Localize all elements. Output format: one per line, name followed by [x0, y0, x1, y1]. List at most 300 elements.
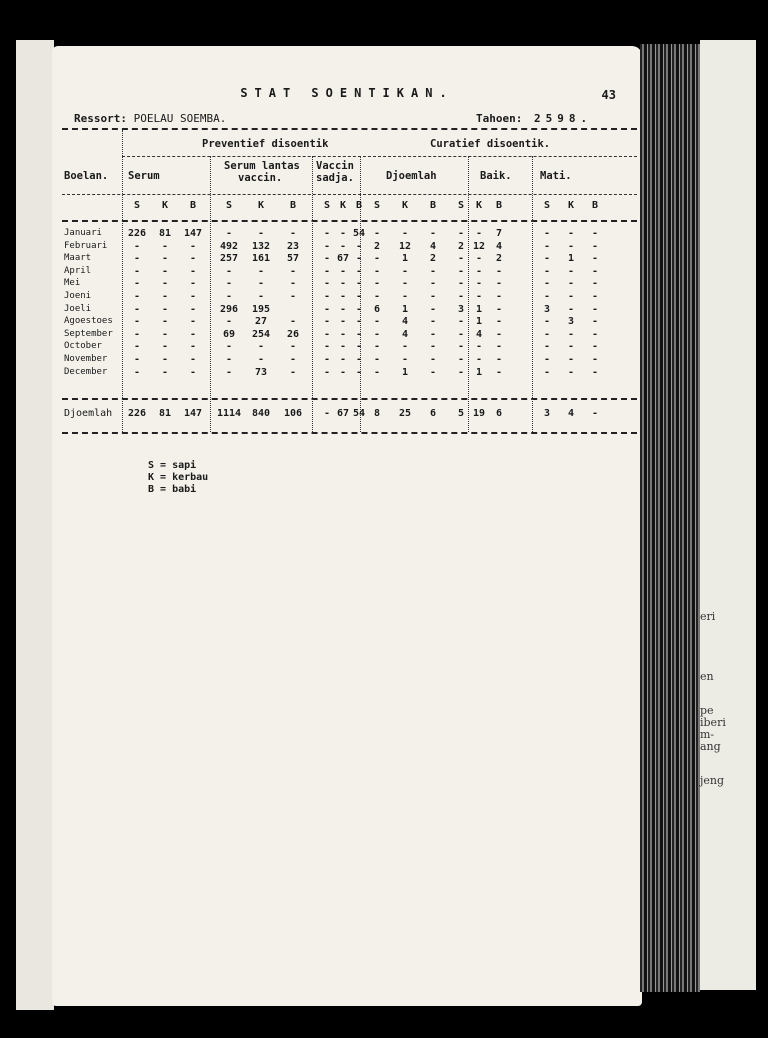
total-cell: -: [591, 408, 599, 419]
table-cell: 54: [352, 228, 366, 239]
table-cell: 492: [219, 240, 239, 252]
table-cell: -: [339, 366, 347, 378]
subheader-cell: K: [567, 200, 575, 211]
column-divider: [210, 156, 211, 432]
table-cell: 3: [457, 303, 465, 315]
table-cell: 6: [373, 303, 381, 315]
table-cell: -: [225, 228, 233, 239]
table-cell: 3: [567, 316, 575, 328]
table-cell: -: [189, 328, 197, 340]
table-cell: -: [189, 303, 197, 315]
legend-babi: B = babi: [148, 484, 197, 495]
table-cell: -: [133, 278, 141, 290]
table-cell: -: [355, 328, 363, 340]
table-cell: -: [189, 253, 197, 265]
table-cell: -: [355, 303, 363, 315]
adjacent-text-fragment: m-: [700, 728, 715, 741]
djoemlah-header: Djoemlah: [386, 170, 437, 182]
table-cell: -: [189, 291, 197, 302]
total-cell: -: [323, 408, 331, 419]
table-cell: -: [543, 291, 551, 302]
table-cell: -: [567, 328, 575, 340]
table-cell: -: [591, 278, 599, 290]
total-cell: 5: [457, 408, 465, 419]
table-cell: -: [543, 354, 551, 365]
table-cell: 2: [429, 253, 437, 265]
table-cell: -: [133, 354, 141, 365]
total-top-rule: [62, 398, 637, 400]
subheader-cell: S: [323, 200, 331, 211]
table-cell: -: [323, 291, 331, 302]
column-divider: [312, 156, 313, 432]
month-label: Februari: [64, 240, 108, 251]
table-cell: -: [289, 228, 297, 239]
table-cell: 1: [567, 253, 575, 265]
table-cell: 226: [127, 228, 147, 239]
table-cell: -: [373, 253, 381, 265]
table-cell: -: [457, 316, 465, 328]
adjacent-text-fragment: eri: [700, 610, 716, 623]
table-cell: -: [339, 240, 347, 252]
table-cell: 1: [475, 316, 483, 328]
table-cell: -: [457, 328, 465, 340]
table-cell: -: [591, 240, 599, 252]
month-label: Maart: [64, 253, 92, 264]
table-cell: -: [543, 240, 551, 252]
table-cell: -: [339, 316, 347, 328]
table-cell: -: [401, 354, 409, 365]
document-page: [52, 46, 642, 1006]
table-cell: 161: [251, 253, 271, 265]
table-cell: -: [339, 228, 347, 239]
table-cell: -: [543, 278, 551, 290]
table-cell: 3: [543, 303, 551, 315]
table-cell: -: [225, 341, 233, 353]
month-label: Agoestoes: [64, 316, 113, 327]
table-cell: -: [543, 253, 551, 265]
table-cell: 81: [158, 228, 172, 239]
table-cell: -: [289, 354, 297, 365]
table-cell: -: [257, 291, 265, 302]
table-cell: 2: [495, 253, 503, 265]
table-cell: -: [475, 291, 483, 302]
table-cell: -: [543, 316, 551, 328]
table-cell: 12: [472, 240, 486, 252]
table-cell: -: [475, 265, 483, 277]
total-cell: 6: [495, 408, 503, 419]
table-cell: -: [475, 341, 483, 353]
table-cell: -: [257, 265, 265, 277]
page-number: 43: [601, 88, 616, 102]
table-cell: -: [495, 303, 503, 315]
month-label: October: [64, 341, 102, 352]
table-cell: -: [457, 228, 465, 239]
table-cell: -: [373, 316, 381, 328]
table-cell: -: [339, 291, 347, 302]
vaccin-header-line1: Vaccin: [316, 160, 354, 172]
table-cell: -: [225, 278, 233, 290]
table-cell: -: [161, 240, 169, 252]
table-cell: -: [429, 316, 437, 328]
table-cell: 27: [254, 316, 268, 328]
serum-header: Serum: [128, 170, 160, 182]
total-cell: 54: [352, 408, 366, 419]
table-cell: -: [355, 240, 363, 252]
table-cell: 4: [495, 240, 503, 252]
total-cell: 81: [158, 408, 172, 419]
table-cell: -: [567, 303, 575, 315]
table-cell: -: [567, 240, 575, 252]
table-cell: 1: [401, 253, 409, 265]
month-label: Mei: [64, 278, 81, 289]
table-cell: -: [323, 278, 331, 290]
table-cell: -: [225, 265, 233, 277]
table-cell: -: [475, 354, 483, 365]
curatief-header: Curatief disoentik.: [430, 138, 551, 150]
table-cell: -: [401, 228, 409, 239]
table-cell: -: [495, 291, 503, 302]
table-cell: -: [591, 328, 599, 340]
table-cell: 73: [254, 366, 268, 378]
table-cell: 4: [401, 328, 409, 340]
table-cell: -: [323, 341, 331, 353]
table-cell: -: [189, 354, 197, 365]
table-cell: -: [161, 328, 169, 340]
table-cell: -: [289, 278, 297, 290]
table-cell: -: [373, 366, 381, 378]
table-cell: -: [475, 278, 483, 290]
table-cell: -: [161, 341, 169, 353]
total-label: Djoemlah: [64, 408, 113, 419]
table-cell: -: [289, 265, 297, 277]
table-cell: -: [567, 265, 575, 277]
table-cell: -: [457, 366, 465, 378]
subheader-cell: B: [591, 200, 599, 211]
tahoen-label: Tahoen:: [476, 112, 523, 125]
table-cell: -: [289, 366, 297, 378]
table-cell: -: [495, 366, 503, 378]
table-cell: -: [355, 316, 363, 328]
table-cell: -: [339, 328, 347, 340]
subheader-cell: S: [225, 200, 233, 211]
table-cell: -: [429, 328, 437, 340]
adjacent-text-fragment: en: [700, 670, 714, 683]
ressort-label: Ressort:: [74, 112, 127, 125]
table-cell: -: [429, 291, 437, 302]
table-cell: -: [133, 240, 141, 252]
adjacent-text-fragment: pe: [700, 704, 714, 717]
ressort-line: [74, 112, 226, 125]
table-cell: -: [373, 341, 381, 353]
subheader-cell: S: [543, 200, 551, 211]
subheader-cell: B: [355, 200, 363, 211]
serum-lantas-header-line2: vaccin.: [238, 172, 283, 184]
month-label: Joeli: [64, 303, 92, 314]
table-cell: -: [475, 253, 483, 265]
table-cell: -: [323, 240, 331, 252]
table-cell: -: [567, 366, 575, 378]
table-cell: 23: [286, 240, 300, 252]
total-cell: 67: [336, 408, 350, 419]
table-cell: 1: [401, 303, 409, 315]
vaccin-header-line2: sadja.: [316, 172, 354, 184]
table-cell: -: [591, 291, 599, 302]
table-cell: -: [457, 354, 465, 365]
table-cell: 12: [398, 240, 412, 252]
total-cell: 6: [429, 408, 437, 419]
table-cell: -: [373, 265, 381, 277]
table-cell: -: [495, 265, 503, 277]
table-cell: -: [189, 240, 197, 252]
subheader-cell: S: [373, 200, 381, 211]
boelan-header: Boelan.: [64, 170, 109, 182]
month-label: Joeni: [64, 291, 92, 301]
table-cell: -: [401, 278, 409, 290]
table-cell: -: [373, 291, 381, 302]
total-cell: 147: [183, 408, 203, 419]
baik-header: Baik.: [480, 170, 512, 182]
subheader-cell: K: [475, 200, 483, 211]
total-cell: 1114: [216, 408, 242, 419]
mati-header: Mati.: [540, 170, 572, 182]
table-cell: -: [567, 354, 575, 365]
table-cell: -: [373, 328, 381, 340]
table-cell: -: [133, 328, 141, 340]
group-header-rule: [122, 156, 637, 157]
table-cell: -: [355, 366, 363, 378]
table-cell: 1: [475, 366, 483, 378]
table-cell: -: [429, 354, 437, 365]
table-top-rule: [62, 128, 637, 130]
table-cell: -: [339, 265, 347, 277]
table-cell: -: [323, 303, 331, 315]
table-cell: -: [257, 354, 265, 365]
table-cell: -: [591, 303, 599, 315]
table-cell: -: [355, 341, 363, 353]
table-cell: -: [457, 253, 465, 265]
table-cell: -: [133, 253, 141, 265]
table-cell: -: [373, 228, 381, 239]
table-cell: -: [355, 354, 363, 365]
table-cell: -: [543, 228, 551, 239]
total-cell: 840: [251, 408, 271, 419]
month-label: April: [64, 265, 92, 276]
subheader-cell: S: [457, 200, 465, 211]
table-cell: -: [133, 291, 141, 302]
table-cell: -: [323, 265, 331, 277]
left-margin-page-edge: [16, 40, 54, 1010]
table-cell: -: [257, 278, 265, 290]
subheader-cell: K: [257, 200, 265, 211]
table-cell: -: [495, 341, 503, 353]
subheader-cell: B: [429, 200, 437, 211]
table-cell: -: [133, 303, 141, 315]
table-cell: -: [339, 354, 347, 365]
table-cell: -: [289, 291, 297, 302]
month-label: September: [64, 328, 113, 339]
table-cell: -: [257, 341, 265, 353]
adjacent-text-fragment: jeng: [700, 774, 725, 787]
table-cell: 147: [183, 228, 203, 239]
month-label: November: [64, 354, 108, 364]
table-cell: 1: [401, 366, 409, 378]
subheader-cell: S: [133, 200, 141, 211]
total-cell: 19: [472, 408, 486, 419]
table-bottom-rule: [62, 432, 637, 434]
table-cell: -: [323, 354, 331, 365]
table-cell: -: [355, 253, 363, 265]
table-cell: -: [567, 291, 575, 302]
subheader-cell: K: [401, 200, 409, 211]
table-cell: -: [543, 265, 551, 277]
body-top-rule: [62, 220, 637, 222]
table-cell: 26: [286, 328, 300, 340]
table-cell: -: [161, 316, 169, 328]
table-cell: -: [567, 278, 575, 290]
table-cell: -: [323, 366, 331, 378]
table-cell: -: [339, 303, 347, 315]
table-cell: -: [355, 278, 363, 290]
table-cell: -: [543, 366, 551, 378]
book-spine: [640, 44, 700, 992]
serum-lantas-header-line1: Serum lantas: [224, 160, 300, 172]
table-cell: -: [457, 265, 465, 277]
table-cell: -: [429, 265, 437, 277]
table-cell: -: [429, 278, 437, 290]
table-cell: 1: [475, 303, 483, 315]
table-cell: -: [225, 291, 233, 302]
table-cell: -: [161, 291, 169, 302]
table-cell: -: [591, 341, 599, 353]
table-cell: -: [401, 265, 409, 277]
table-cell: -: [355, 291, 363, 302]
tahoen-value: 2598.: [533, 112, 593, 125]
table-cell: -: [323, 253, 331, 265]
table-cell: -: [567, 341, 575, 353]
table-cell: -: [373, 278, 381, 290]
total-cell: 4: [567, 408, 575, 419]
subheader-cell: K: [161, 200, 169, 211]
table-cell: -: [161, 265, 169, 277]
table-cell: 195: [251, 303, 271, 315]
subheader-cell: B: [289, 200, 297, 211]
adjacent-text-fragment: iberi: [700, 716, 726, 729]
table-cell: -: [495, 278, 503, 290]
table-cell: 69: [222, 328, 236, 340]
table-cell: -: [429, 366, 437, 378]
legend-sapi: S = sapi: [148, 460, 197, 471]
table-cell: -: [591, 265, 599, 277]
table-cell: 57: [286, 253, 300, 265]
subheader-cell: K: [339, 200, 347, 211]
table-cell: -: [161, 303, 169, 315]
table-cell: -: [339, 341, 347, 353]
month-label: Januari: [64, 228, 102, 238]
table-cell: -: [161, 253, 169, 265]
table-cell: -: [543, 328, 551, 340]
table-cell: -: [591, 316, 599, 328]
table-cell: -: [189, 316, 197, 328]
table-cell: -: [543, 341, 551, 353]
table-cell: -: [323, 228, 331, 239]
subheader-cell: B: [495, 200, 503, 211]
table-cell: -: [495, 316, 503, 328]
table-cell: -: [289, 341, 297, 353]
table-cell: -: [591, 228, 599, 239]
table-cell: -: [429, 341, 437, 353]
table-cell: -: [225, 354, 233, 365]
column-divider: [532, 156, 533, 432]
table-cell: -: [225, 366, 233, 378]
table-cell: 4: [401, 316, 409, 328]
table-cell: -: [457, 278, 465, 290]
table-cell: -: [457, 291, 465, 302]
table-cell: -: [475, 228, 483, 239]
table-cell: -: [161, 278, 169, 290]
table-cell: -: [161, 366, 169, 378]
table-cell: -: [161, 354, 169, 365]
table-cell: 132: [251, 240, 271, 252]
table-cell: -: [373, 354, 381, 365]
table-cell: -: [133, 316, 141, 328]
table-cell: -: [457, 341, 465, 353]
subheader-cell: B: [189, 200, 197, 211]
table-cell: -: [189, 278, 197, 290]
total-cell: 8: [373, 408, 381, 419]
table-cell: 4: [475, 328, 483, 340]
table-cell: -: [189, 341, 197, 353]
table-cell: -: [339, 278, 347, 290]
table-cell: -: [189, 265, 197, 277]
table-cell: -: [133, 366, 141, 378]
adjacent-text-fragment: ang: [700, 740, 721, 753]
table-cell: -: [567, 228, 575, 239]
tahoen-line: [476, 112, 592, 125]
total-cell: 106: [283, 408, 303, 419]
page-title: STAT SOENTIKAN.: [240, 86, 454, 100]
legend-kerbau: K = kerbau: [148, 472, 209, 483]
table-cell: -: [289, 316, 297, 328]
table-cell: 257: [219, 253, 239, 265]
table-cell: 67: [336, 253, 350, 265]
adjacent-page-edge: [700, 40, 756, 990]
table-cell: -: [133, 341, 141, 353]
total-cell: 3: [543, 408, 551, 419]
table-cell: 2: [373, 240, 381, 252]
table-cell: -: [323, 316, 331, 328]
table-cell: -: [495, 328, 503, 340]
ressort-value: POELAU SOEMBA.: [133, 112, 227, 125]
table-cell: -: [591, 253, 599, 265]
table-cell: 4: [429, 240, 437, 252]
table-cell: -: [189, 366, 197, 378]
table-cell: -: [429, 228, 437, 239]
table-cell: -: [133, 265, 141, 277]
total-cell: 226: [127, 408, 147, 419]
table-cell: -: [591, 366, 599, 378]
table-cell: -: [429, 303, 437, 315]
table-cell: -: [591, 354, 599, 365]
table-cell: -: [323, 328, 331, 340]
table-cell: -: [495, 354, 503, 365]
month-label: December: [64, 366, 108, 377]
table-cell: -: [401, 291, 409, 302]
subheader-rule: [62, 194, 637, 195]
table-cell: -: [257, 228, 265, 239]
table-cell: -: [401, 341, 409, 353]
total-cell: 25: [398, 408, 412, 419]
table-cell: 254: [251, 328, 271, 340]
